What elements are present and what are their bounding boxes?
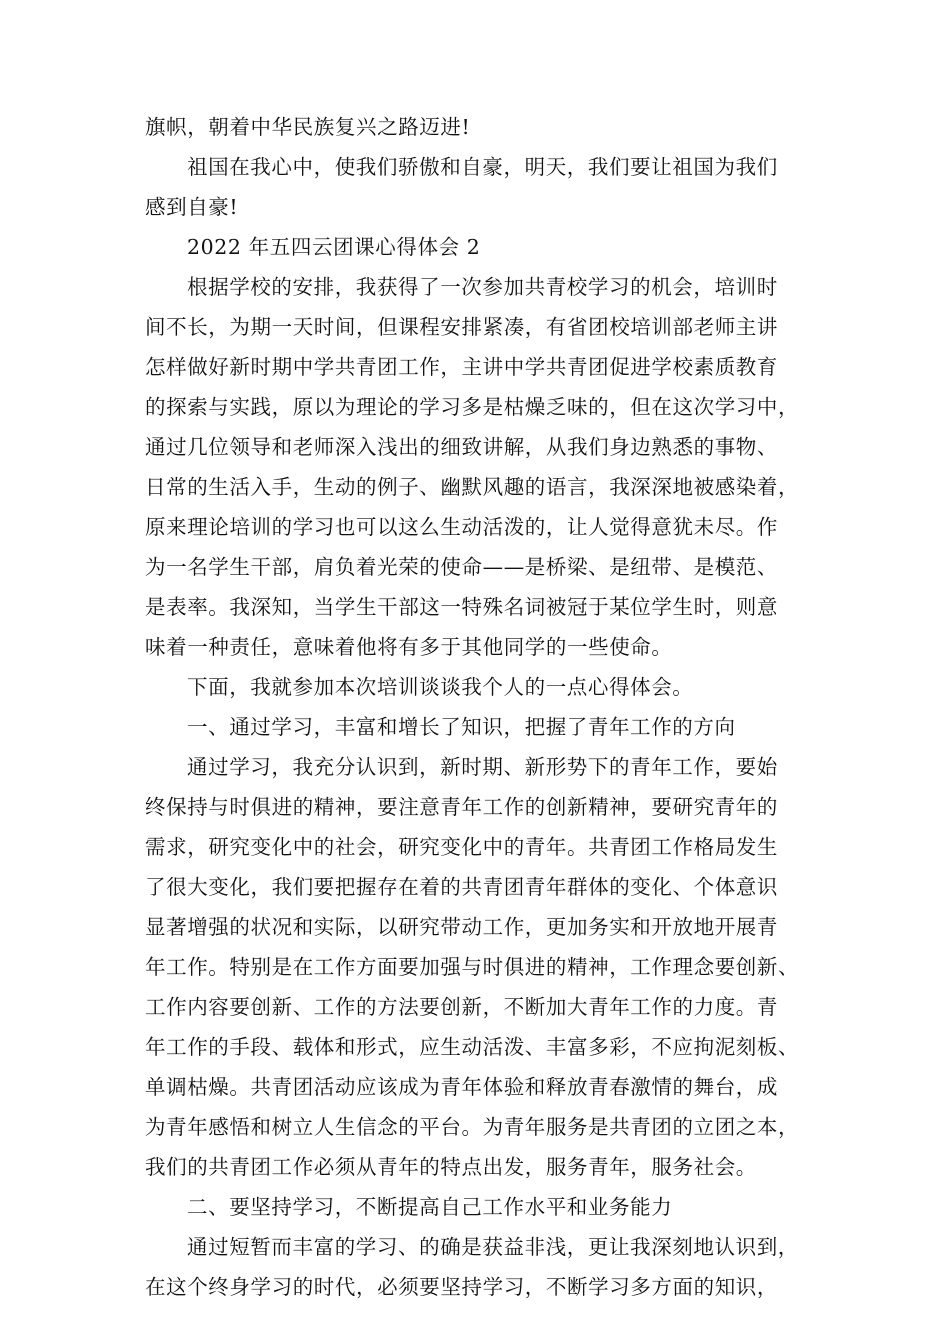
section-heading: 一、通过学习，丰富和增长了知识，把握了青年工作的方向 — [187, 715, 736, 739]
text-line: 旗帜，朝着中华民族复兴之路迈进! — [145, 115, 471, 139]
section-heading: 二、要坚持学习，不断提高自己工作水平和业务能力 — [187, 1195, 673, 1219]
text-line: 为一名学生干部，肩负着光荣的使命——是桥梁、是纽带、是模范、 — [145, 555, 778, 579]
text-line: 原来理论培训的学习也可以这么生动活泼的，让人觉得意犹未尽。作 — [145, 515, 778, 539]
text-line: 感到自豪! — [145, 195, 239, 219]
text-line: 是表率。我深知，当学生干部这一特殊名词被冠于某位学生时，则意 — [145, 595, 778, 619]
section-heading: 2022 年五四云团课心得体会 2 — [187, 235, 481, 259]
text-line: 根据学校的安排，我获得了一次参加共青校学习的机会，培训时 — [187, 275, 778, 299]
text-line: 通过学习，我充分认识到，新时期、新形势下的青年工作，要始 — [187, 755, 778, 779]
text-line: 显著增强的状况和实际，以研究带动工作，更加务实和开放地开展青 — [145, 915, 778, 939]
text-line: 年工作。特别是在工作方面要加强与时俱进的精神，工作理念要创新、 — [145, 955, 800, 979]
text-line: 了很大变化，我们要把握存在着的共青团青年群体的变化、个体意识 — [145, 875, 778, 899]
text-line: 下面，我就参加本次培训谈谈我个人的一点心得体会。 — [187, 675, 694, 699]
text-line: 祖国在我心中，使我们骄傲和自豪，明天，我们要让祖国为我们 — [187, 155, 778, 179]
text-line: 为青年感悟和树立人生信念的平台。为青年服务是共青团的立团之本， — [145, 1115, 800, 1139]
text-line: 在这个终身学习的时代，必须要坚持学习，不断学习多方面的知识， — [145, 1275, 778, 1299]
text-line: 怎样做好新时期中学共青团工作，主讲中学共青团促进学校素质教育 — [145, 355, 778, 379]
text-line: 通过短暂而丰富的学习、的确是获益非浅，更让我深刻地认识到， — [187, 1235, 799, 1259]
text-line: 单调枯燥。共青团活动应该成为青年体验和释放青春激情的舞台，成 — [145, 1075, 778, 1099]
text-line: 间不长，为期一天时间，但课程安排紧凑，有省团校培训部老师主讲 — [145, 315, 778, 339]
text-line: 我们的共青团工作必须从青年的特点出发，服务青年，服务社会。 — [145, 1155, 757, 1179]
text-line: 味着一种责任，意味着他将有多于其他同学的一些使命。 — [145, 635, 673, 659]
text-line: 终保持与时俱进的精神，要注意青年工作的创新精神，要研究青年的 — [145, 795, 778, 819]
text-line: 日常的生活入手，生动的例子、幽默风趣的语言，我深深地被感染着， — [145, 475, 800, 499]
text-line: 的探索与实践，原以为理论的学习多是枯燥乏味的，但在这次学习中， — [145, 395, 800, 419]
text-line: 工作内容要创新、工作的方法要创新，不断加大青年工作的力度。青 — [145, 995, 778, 1019]
text-line: 年工作的手段、载体和形式，应生动活泼、丰富多彩，不应拘泥刻板、 — [145, 1035, 800, 1059]
text-line: 通过几位领导和老师深入浅出的细致讲解，从我们身边熟悉的事物、 — [145, 435, 778, 459]
text-line: 需求，研究变化中的社会，研究变化中的青年。共青团工作格局发生 — [145, 835, 778, 859]
